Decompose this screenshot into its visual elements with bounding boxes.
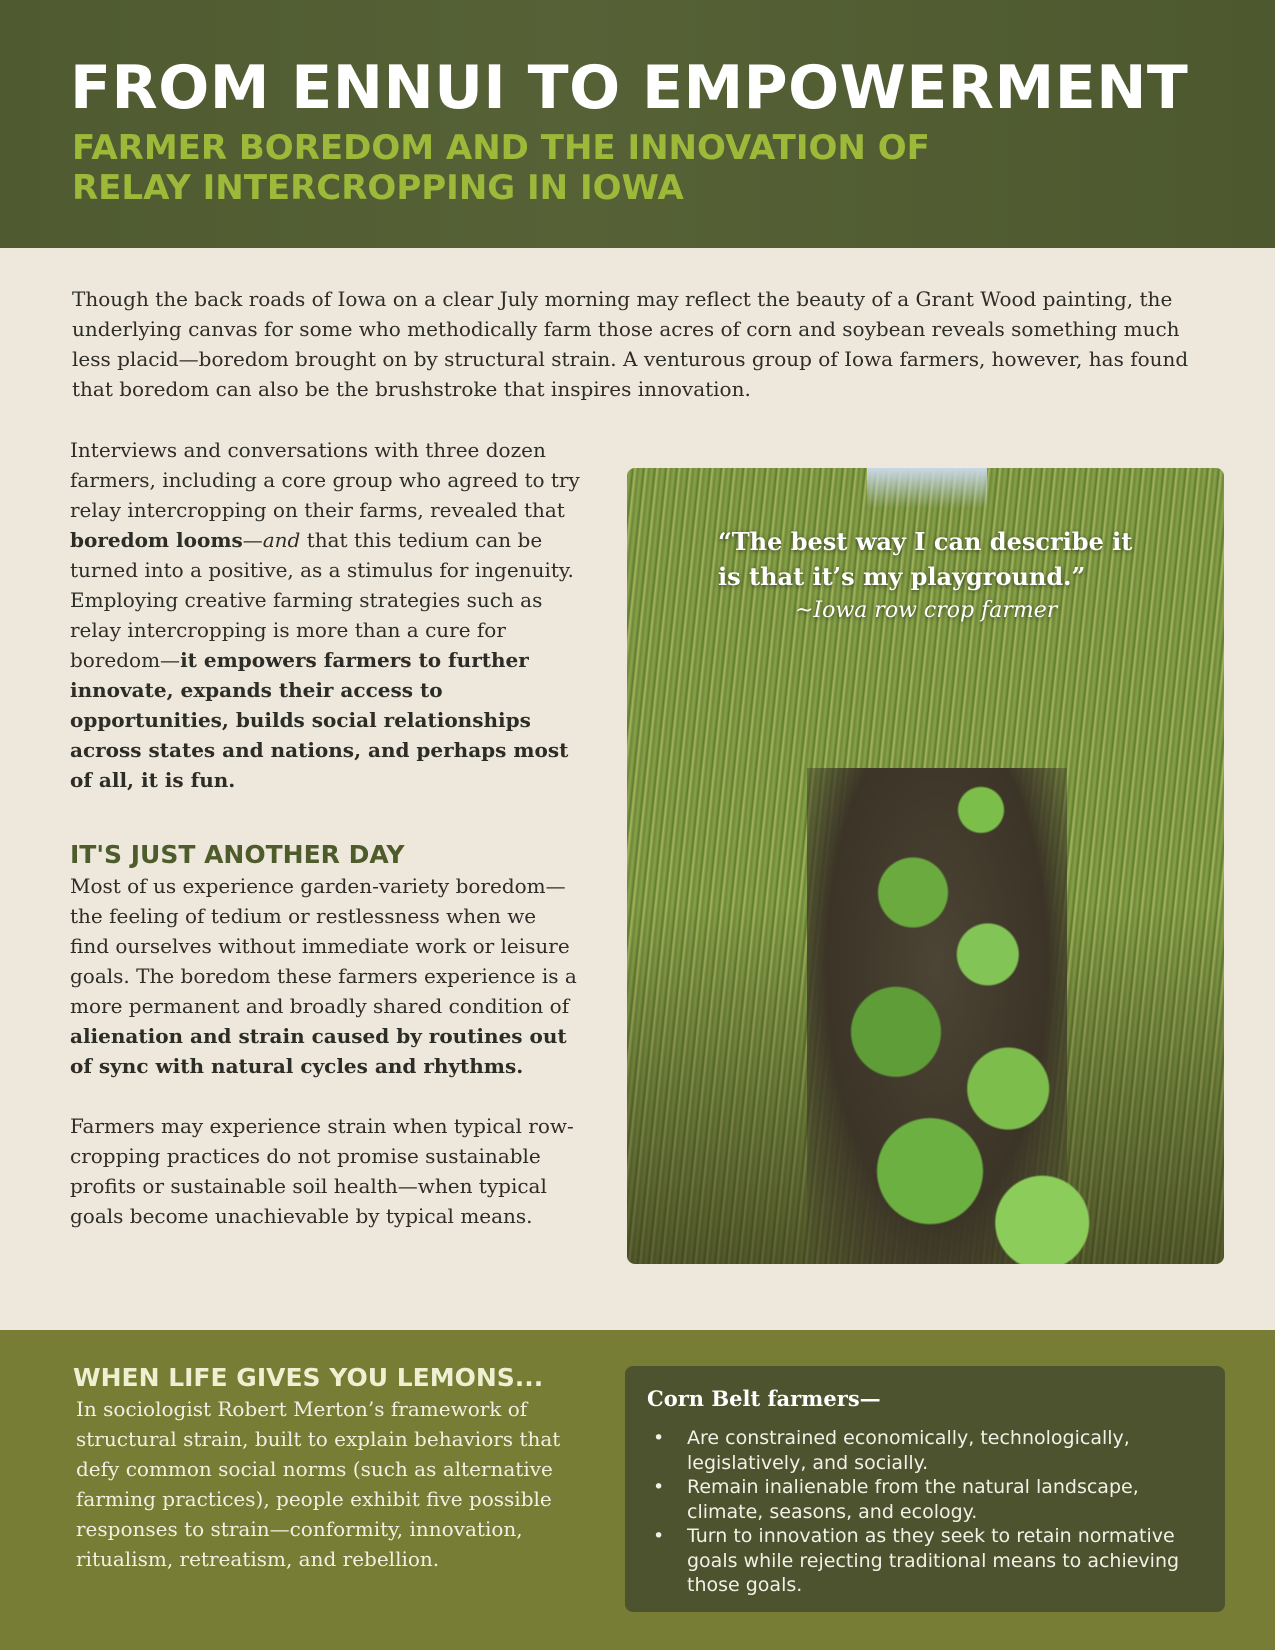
bullet-icon: • [653, 1427, 665, 1449]
boredom-paragraph [70, 871, 580, 1081]
header-banner [0, 0, 1275, 248]
findings-dash: — [242, 528, 263, 552]
sidebar-title: Corn Belt farmers— [647, 1386, 881, 1411]
section-heading-another-day: IT'S JUST ANOTHER DAY [70, 840, 405, 869]
page-subtitle [72, 128, 930, 208]
page-title: FROM ENNUI TO EMPOWERMENT [70, 53, 1189, 123]
sidebar-item-text: Remain inalienable from the natural landscape, climate, seasons, and ecology. [687, 1476, 1139, 1523]
left-column [70, 435, 580, 1231]
findings-bold-2: it empowers farmers to further innovate, expands their access to opportunities, builds social relationships across states and nations, and perhaps most of all, it is fun. [70, 648, 569, 792]
photo-soybean-leaves [777, 748, 1117, 1264]
corn-belt-sidebar [625, 1366, 1225, 1612]
sidebar-item [647, 1475, 1207, 1524]
quote-attribution: ~Iowa row crop farmer [795, 598, 1058, 623]
bullet-icon: • [653, 1476, 665, 1498]
photo-sky [867, 468, 987, 508]
sidebar-item-text: Turn to innovation as they seek to retain normative goals while rejecting traditional means to achieving those goals. [687, 1525, 1180, 1596]
sidebar-item [647, 1426, 1207, 1475]
sidebar-item-text: Are constrained economically, technologically, legislatively, and socially. [687, 1427, 1130, 1474]
pull-quote-line-2: is that it’s my playground.” [718, 562, 1086, 591]
subtitle-line-1: FARMER BOREDOM AND THE INNOVATION OF [72, 128, 930, 168]
sidebar-item [647, 1524, 1207, 1598]
subtitle-line-2: RELAY INTERCROPPING IN IOWA [72, 168, 684, 208]
strain-paragraph: Farmers may experience strain when typical row-cropping practices do not promise sustainable profits or sustainable soil health—when typical goals become unachievable by typical means. [70, 1114, 574, 1228]
paragraph-gap [70, 1081, 580, 1111]
findings-bold-1: boredom looms [70, 528, 243, 552]
pull-quote-line-1: “The best way I can describe it [718, 527, 1133, 556]
merton-paragraph: In sociologist Robert Merton’s framework of structural strain, built to explain behaviors that defy common social norms (such as alternative farming practices), people exhibit five possible responses to strain—conformity, innovation, ritualism, retreatism, and rebellion. [76, 1397, 561, 1571]
findings-text-2: that this tedium can be turned into a positive, as a stimulus for ingenuity. Employing creative farming strategies such as relay intercropping is more than a cure for boredom— [70, 528, 574, 672]
findings-italic: and [262, 528, 301, 552]
intro-paragraph: Though the back roads of Iowa on a clear July morning may reflect the beauty of a Grant Wood painting, the underlying canvas for some who methodically farm those acres of corn and soybean reveals something much less placid—boredom brought on by structural strain. A venturous group of Iowa farmers, however, has found that boredom can also be the brushstroke that inspires innovation. [72, 287, 1189, 401]
findings-paragraph [70, 435, 580, 795]
sidebar-list [647, 1426, 1207, 1598]
boredom-text: Most of us experience garden-variety boredom—the feeling of tedium or restlessness when we find ourselves without immediate work or leisure goals. The boredom these farmers experience is a more permanent and broadly shared condition of [70, 874, 577, 1018]
bullet-icon: • [653, 1525, 665, 1547]
section-heading-lemons: WHEN LIFE GIVES YOU LEMONS... [73, 1363, 544, 1392]
boredom-bold: alienation and strain caused by routines out of sync with natural cycles and rhythms. [70, 1024, 567, 1078]
pull-quote [718, 524, 1158, 594]
findings-text-1: Interviews and conversations with three dozen farmers, including a core group who agreed to try relay intercropping on their farms, revealed that [70, 438, 580, 522]
